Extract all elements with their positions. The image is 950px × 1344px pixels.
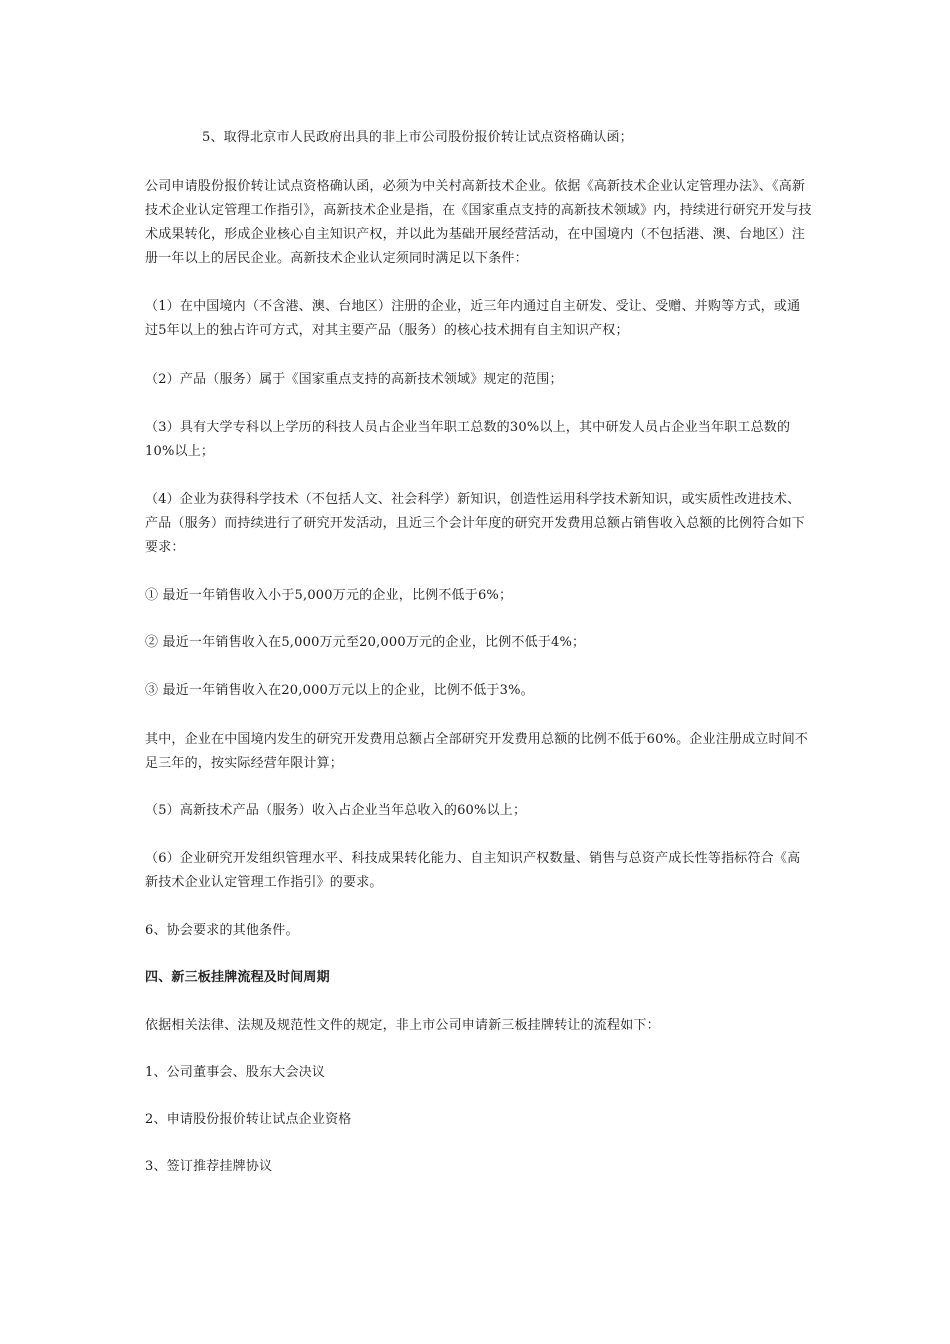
paragraph-domestic-ratio: 其中，企业在中国境内发生的研究开发费用总额占全部研究开发费用总额的比例不低于60%。企业注册成立时间不足三年的，按实际经营年限计算； bbox=[145, 732, 809, 771]
paragraph-condition-2: （2）产品（服务）属于《国家重点支持的高新技术领域》规定的范围； bbox=[145, 372, 563, 387]
paragraph-condition-3: （3）具有大学专科以上学历的科技人员占企业当年职工总数的30%以上，其中研发人员占企业当年职工总数的10%以上； bbox=[145, 420, 791, 459]
paragraph-condition-4: （4）企业为获得科学技术（不包括人文、社会科学）新知识，创造性运用科学技术新知识，或实质性改进技术、产品（服务）而持续进行了研究开发活动，且近三个会计年度的研究开发费用总额占销售收入总额的比例符合如下要求： bbox=[145, 492, 806, 555]
paragraph-ratio-2: ② 最近一年销售收入在5,000万元至20,000万元的企业，比例不低于4%； bbox=[145, 635, 586, 650]
paragraph-step-2: 2、申请股份报价转让试点企业资格 bbox=[145, 1112, 352, 1127]
paragraph-condition-1: （1）在中国境内（不含港、澳、台地区）注册的企业，近三年内通过自主研发、受让、受赠、并购等方式，或通过5年以上的独占许可方式，对其主要产品（服务）的核心技术拥有自主知识产权； bbox=[145, 299, 801, 338]
paragraph-item-6: 6、协会要求的其他条件。 bbox=[145, 923, 299, 938]
paragraph-ratio-3: ③ 最近一年销售收入在20,000万元以上的企业，比例不低于3%。 bbox=[145, 683, 534, 698]
paragraph-item-5: 5、取得北京市人民政府出具的非上市公司股份报价转让试点资格确认函； bbox=[202, 130, 633, 145]
paragraph-process-intro: 依据相关法律、法规及规范性文件的规定，非上市公司申请新三板挂牌转让的流程如下： bbox=[145, 1018, 660, 1033]
section-heading: 四、新三板挂牌流程及时间周期 bbox=[145, 970, 330, 985]
paragraph-step-3: 3、签订推荐挂牌协议 bbox=[145, 1159, 273, 1174]
paragraph-condition-5: （5）高新技术产品（服务）收入占企业当年总收入的60%以上； bbox=[145, 803, 527, 818]
paragraph-requirements-intro: 公司申请股份报价转让试点资格确认函，必须为中关村高新技术企业。依据《高新技术企业认定管理办法》、《高新技术企业认定管理工作指引》，高新技术企业是指，在《国家重点支持的高新技术领域》内，持续进行研究开发与技术成果转化，形成企业核心自主知识产权，并以此为基础开展经营活动，在中国境内（不包括港、澳、台地区）注册一年以上的居民企业。高新技术企业认定须同时满足以下条件： bbox=[145, 179, 812, 266]
paragraph-condition-6: （6）企业研究开发组织管理水平、科技成果转化能力、自主知识产权数量、销售与总资产成长性等指标符合《高新技术企业认定管理工作指引》的要求。 bbox=[145, 851, 801, 890]
paragraph-step-1: 1、公司董事会、股东大会决议 bbox=[145, 1065, 326, 1080]
paragraph-ratio-1: ① 最近一年销售收入小于5,000万元的企业，比例不低于6%； bbox=[145, 588, 513, 603]
